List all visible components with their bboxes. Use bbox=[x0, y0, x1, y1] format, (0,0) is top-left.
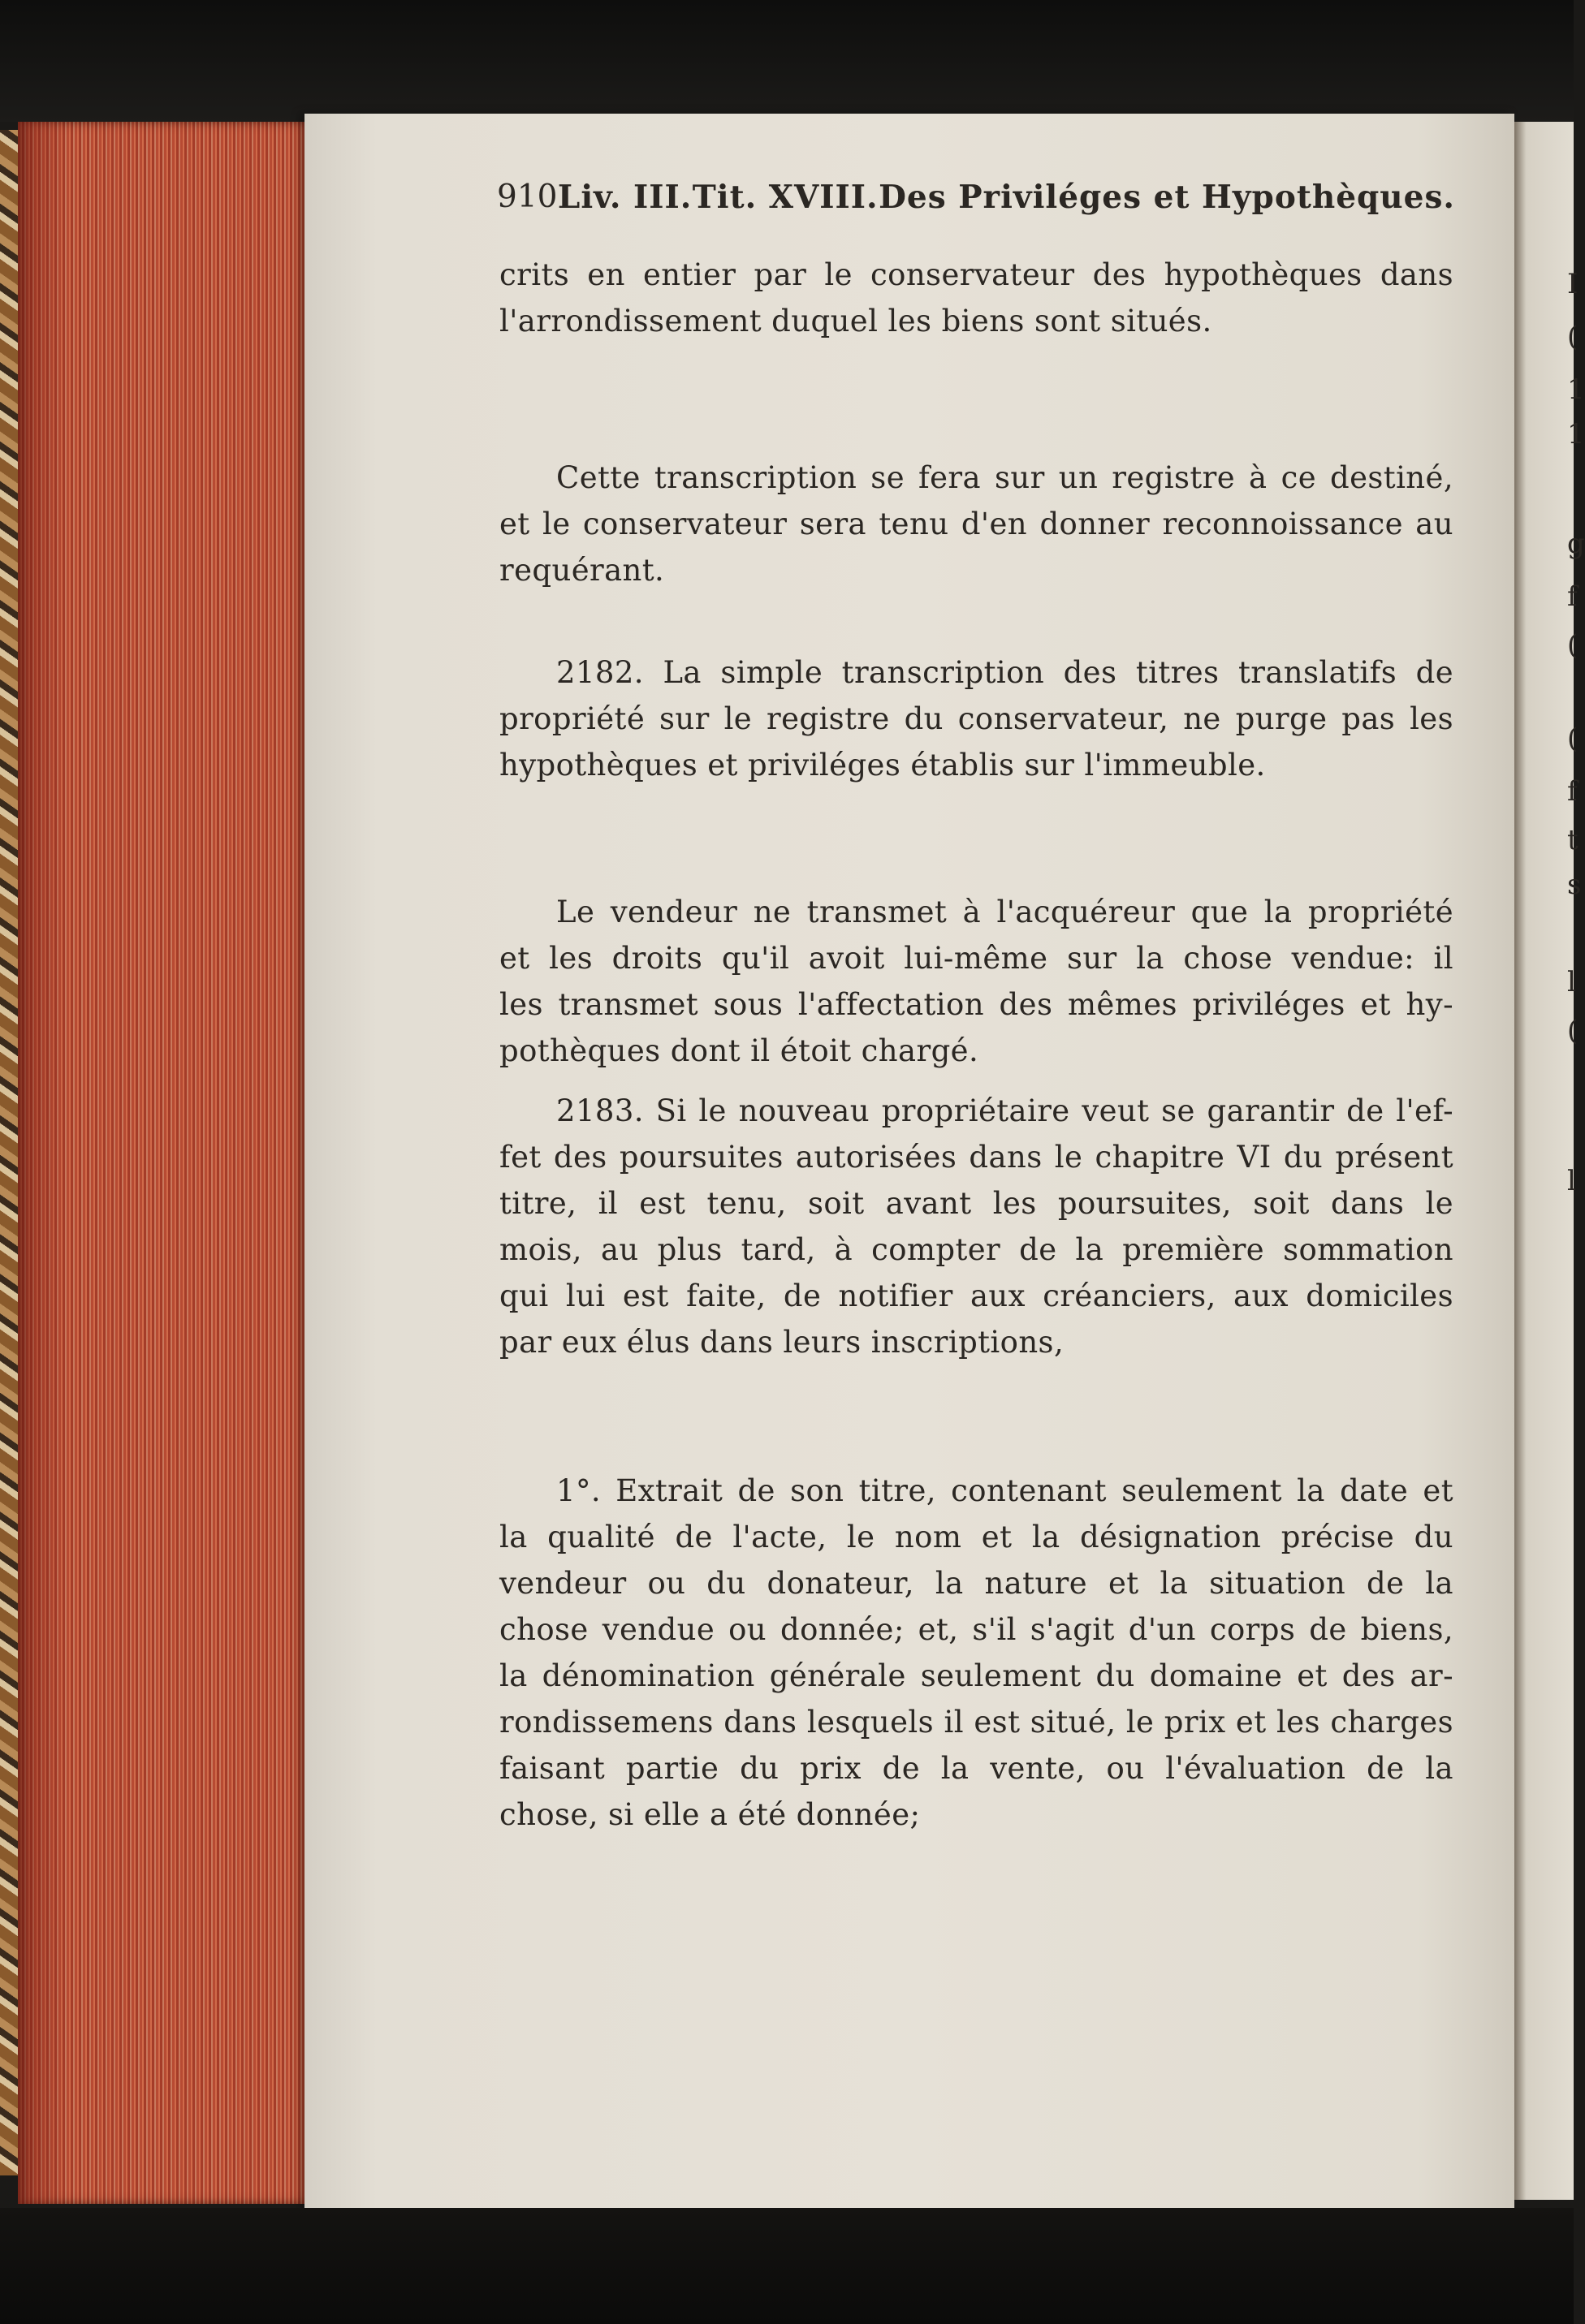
facing-letter: l bbox=[1567, 1165, 1576, 1197]
text-line: hypothèques et priviléges établis sur l'immeuble. bbox=[499, 748, 1266, 783]
text-line: rondissemens dans lesquels il est situé, le prix et les charges bbox=[499, 1705, 1453, 1740]
paragraph bbox=[499, 252, 1453, 344]
text-line: par eux élus dans leurs inscriptions, bbox=[499, 1325, 1065, 1360]
header-subject: Des Priviléges et Hypothèques. bbox=[879, 179, 1455, 216]
text-line: Cette transcription se fera sur un registre à ce destiné, bbox=[556, 460, 1453, 495]
facing-letter: f bbox=[1567, 775, 1578, 808]
text-line: chose, si elle a été donnée; bbox=[499, 1797, 921, 1832]
text-line: qui lui est faite, de notifier aux créanciers, aux domiciles bbox=[499, 1278, 1453, 1313]
text-line: l'arrondissement duquel les biens sont situés. bbox=[499, 304, 1212, 338]
dark-background-bottom bbox=[0, 2208, 1574, 2324]
facing-letter: I bbox=[1567, 268, 1579, 300]
page-edges-red bbox=[18, 122, 310, 2204]
text-line: pothèques dont il étoit chargé. bbox=[499, 1033, 979, 1068]
facing-letter: ( bbox=[1567, 1015, 1579, 1047]
text-line: Le vendeur ne transmet à l'acquéreur que la propriété bbox=[556, 895, 1453, 929]
facing-letter: f bbox=[1567, 580, 1578, 613]
text-line: 1°. Extrait de son titre, contenant seulement la date et bbox=[556, 1473, 1453, 1508]
facing-letter: ( bbox=[1567, 722, 1579, 755]
facing-letter: s bbox=[1567, 869, 1582, 901]
paragraph bbox=[499, 649, 1453, 788]
paragraph bbox=[499, 455, 1453, 593]
text-line: les transmet sous l'affectation des mêmes priviléges et hy- bbox=[499, 987, 1453, 1022]
text-line: fet des poursuites autorisées dans le chapitre VI du présent bbox=[499, 1140, 1453, 1175]
page-number: 910 bbox=[497, 179, 558, 215]
paragraph bbox=[499, 1468, 1453, 1838]
running-header bbox=[497, 179, 1455, 216]
facing-letter: l bbox=[1567, 966, 1576, 998]
text-line: mois, au plus tard, à compter de la première sommation bbox=[499, 1232, 1453, 1267]
facing-letter: ( bbox=[1567, 321, 1579, 353]
paragraph bbox=[499, 889, 1453, 1074]
facing-letter: ( bbox=[1567, 629, 1579, 662]
text-line: titre, il est tenu, soit avant les poursuites, soit dans le bbox=[499, 1186, 1453, 1221]
text-line: et le conservateur sera tenu d'en donner reconnoissance au bbox=[499, 507, 1453, 541]
text-line: faisant partie du prix de la vente, ou l'évaluation de la bbox=[499, 1751, 1453, 1786]
paragraph bbox=[499, 1088, 1453, 1365]
text-line: chose vendue ou donnée; et, s'il s'agit d'un corps de biens, bbox=[499, 1612, 1453, 1647]
facing-letter: t bbox=[1567, 824, 1579, 856]
text-line: 2183. Si le nouveau propriétaire veut se garantir de l'ef- bbox=[556, 1093, 1453, 1128]
text-line: 2182. La simple transcription des titres translatifs de bbox=[556, 655, 1453, 690]
text-line: et les droits qu'il avoit lui-même sur la chose vendue: il bbox=[499, 941, 1453, 976]
text-line: vendeur ou du donateur, la nature et la situation de la bbox=[499, 1566, 1453, 1601]
text-line: requérant. bbox=[499, 553, 665, 588]
book-label: Liv. III. bbox=[557, 179, 693, 216]
text-line: crits en entier par le conservateur des hypothèques dans bbox=[499, 257, 1453, 292]
facing-page-edge bbox=[1514, 122, 1574, 2200]
text-line: propriété sur le registre du conservateur, ne purge pas les bbox=[499, 701, 1453, 736]
facing-letter: 1 bbox=[1567, 373, 1585, 406]
text-line: la dénomination générale seulement du domaine et des ar- bbox=[499, 1658, 1453, 1693]
text-line: la qualité de l'acte, le nom et la désignation précise du bbox=[499, 1520, 1453, 1554]
facing-letter: 1 bbox=[1567, 418, 1585, 451]
dark-background-top bbox=[0, 0, 1574, 122]
facing-letter: g bbox=[1567, 528, 1585, 560]
title-label: Tit. XVIII. bbox=[692, 179, 879, 216]
